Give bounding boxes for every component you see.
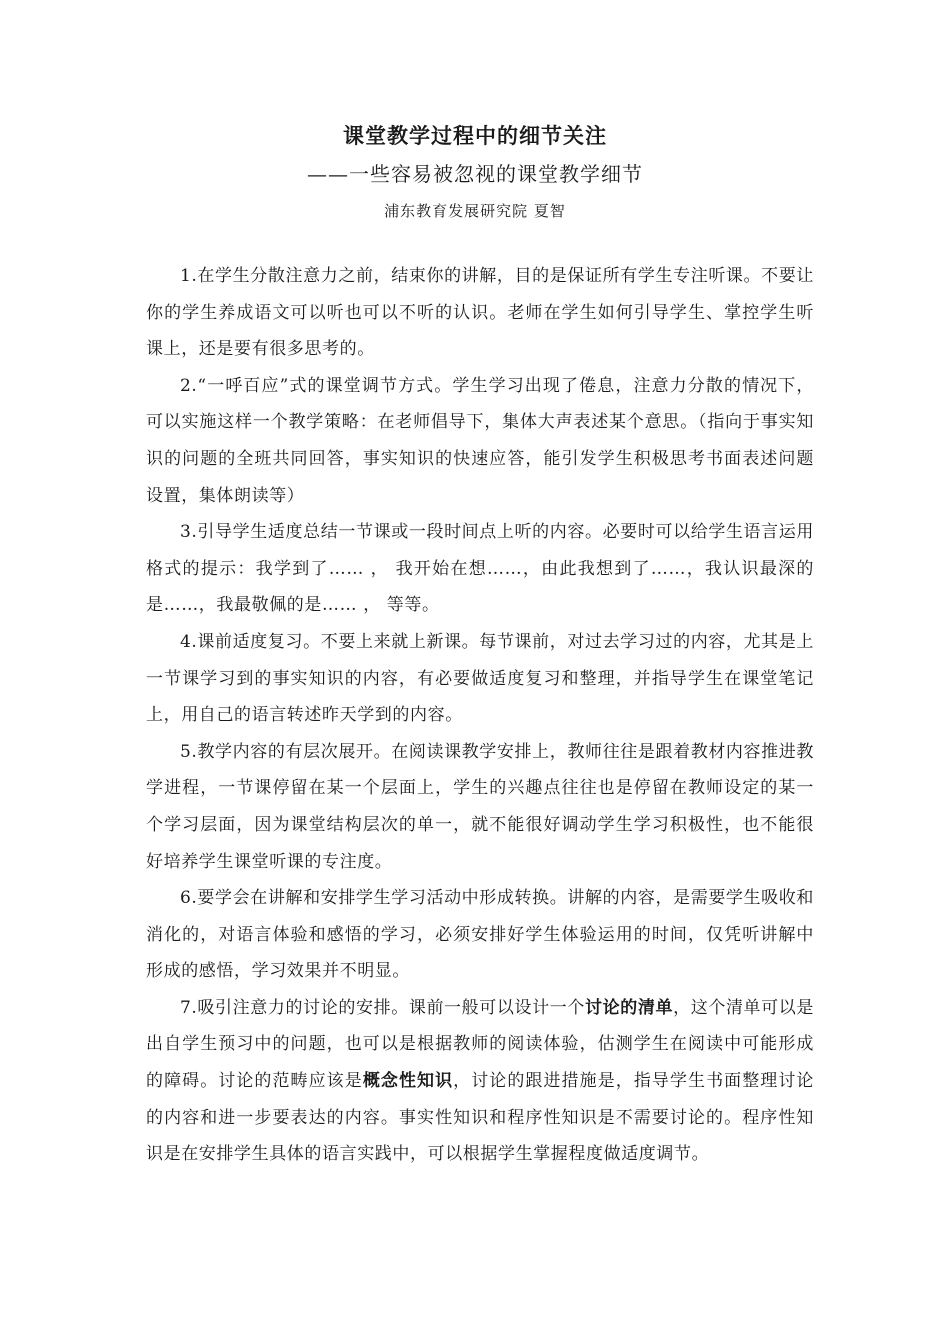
document-title: 课堂教学过程中的细节关注	[343, 123, 607, 148]
paragraph-3: 3.引导学生适度总结一节课或一段时间点上听的内容。必要时可以给学生语言运用格式的提示：我学到了…… ， 我开始在想……，由此我想到了……，我认识最深的是……，我最敬佩的是…… ， 等等。	[146, 522, 814, 616]
paragraph-7-part-1: 7.吸引注意力的讨论的安排。课前一般可以设计一个	[180, 997, 585, 1018]
document-author: 浦东教育发展研究院 夏智	[384, 202, 566, 220]
paragraph-6: 6.要学会在讲解和安排学生学习活动中形成转换。讲解的内容，是需要学生吸收和消化的，对语言体验和感悟的学习，必须安排好学生体验运用的时间，仅凭听讲解中形成的感悟，学习效果并不明显。	[146, 888, 814, 982]
emphasis-conceptual-knowledge: 概念性知识	[362, 1071, 454, 1092]
paragraph-7	[146, 990, 814, 1173]
paragraph-7-part-3: ，讨论的跟进措施是，指导学生书面整理讨论的内容和进一步要表达的内容。事实性知识和程序性知识是不需要讨论的。程序性知识是在安排学生具体的语言实践中，可以根据学生掌握程度做适度调节。	[146, 1071, 815, 1165]
paragraph-2: 2.“一呼百应”式的课堂调节方式。学生学习出现了倦息，注意力分散的情况下，可以实施这样一个教学策略：在老师倡导下，集体大声表述某个意思。（指向于事实知识的问题的全班共同回答，事实知识的快速应答，能引发学生积极思考书面表述问题设置，集体朗读等）	[146, 375, 814, 506]
document-subtitle: ——一些容易被忽视的课堂教学细节	[307, 162, 643, 186]
document-body	[146, 258, 814, 1173]
paragraph-1: 1.在学生分散注意力之前，结束你的讲解，目的是保证所有学生专注听课。不要让你的学生养成语文可以听也可以不听的认识。老师在学生如何引导学生、掌控学生听课上，还是要有很多思考的。	[146, 266, 814, 360]
paragraph-5: 5.教学内容的有层次展开。在阅读课教学安排上，教师往往是跟着教材内容推进教学进程，一节课停留在某一个层面上，学生的兴趣点往往也是停留在教师设定的某一个学习层面，因为课堂结构层次的单一，就不能很好调动学生学习积极性，也不能很好培养学生课堂听课的专注度。	[146, 741, 814, 872]
paragraph-4: 4.课前适度复习。不要上来就上新课。每节课前，对过去学习过的内容，尤其是上一节课学习到的事实知识的内容，有必要做适度复习和整理，并指导学生在课堂笔记上，用自己的语言转述昨天学到的内容。	[146, 631, 814, 726]
paragraph-7-part-2: ，这个清单可以是出自学生预习中的问题，也可以是根据教师的阅读体验，估测学生在阅读中可能形成的障碍。讨论的范畴应该是	[146, 997, 815, 1092]
emphasis-discussion-list: 讨论的清单	[585, 997, 674, 1018]
